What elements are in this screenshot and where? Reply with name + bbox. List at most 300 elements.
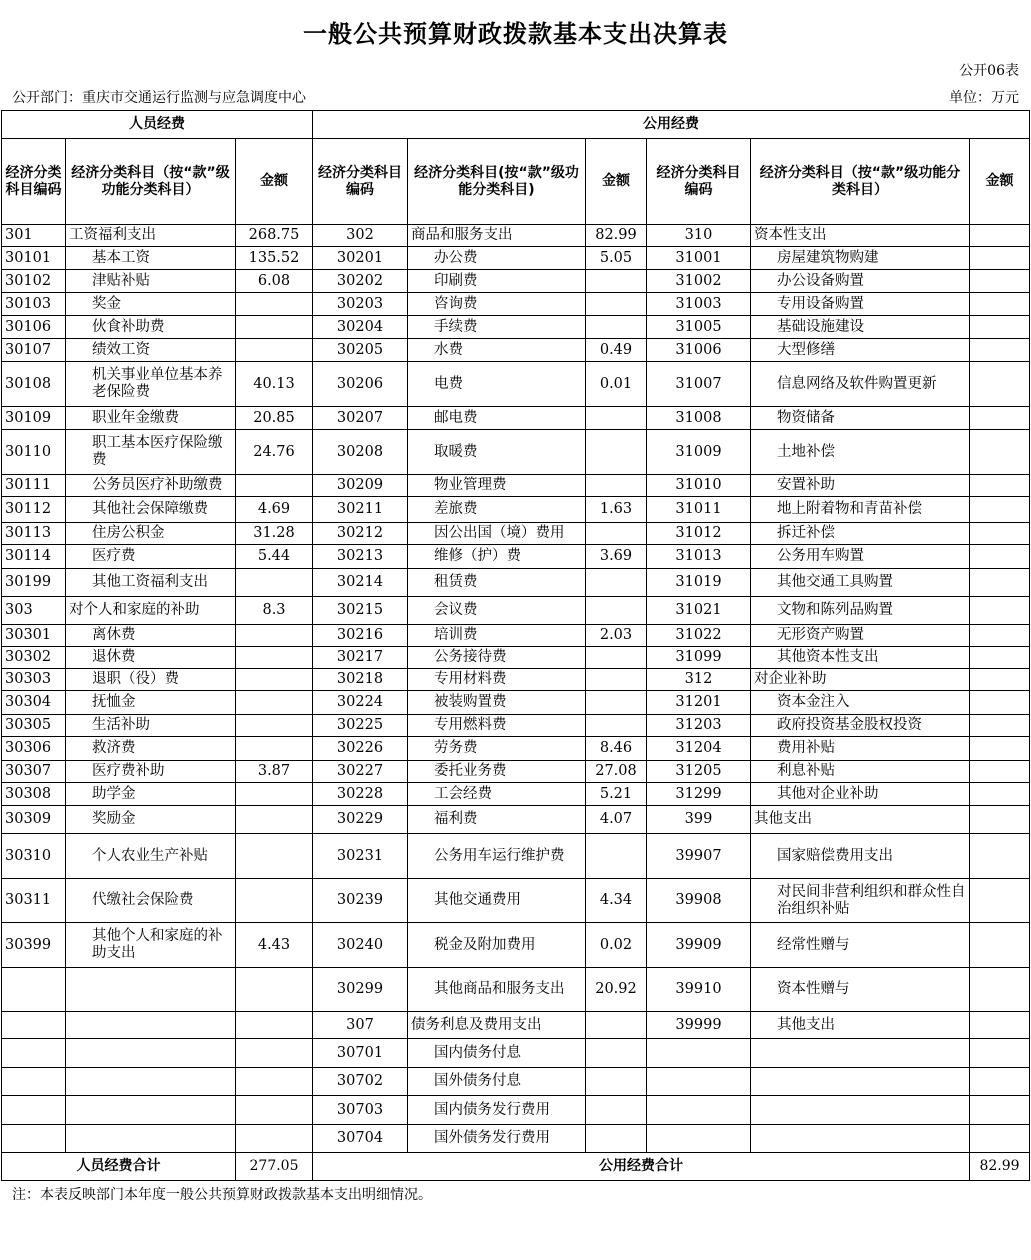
cell-code-capital: 31007 <box>647 362 751 407</box>
cell-name-capital: 办公设备购置 <box>751 270 970 293</box>
cell-amount-capital <box>970 761 1030 783</box>
cell-name-capital: 拆迁补偿 <box>751 523 970 545</box>
cell-code-capital <box>647 1096 751 1125</box>
cell-amount-personnel <box>236 1012 313 1039</box>
cell-code-goods: 30229 <box>313 806 408 834</box>
cell-amount-capital <box>970 225 1030 247</box>
cell-code-goods: 30228 <box>313 783 408 806</box>
table-row <box>2 1068 1030 1096</box>
cell-name-goods: 物业管理费 <box>408 475 586 497</box>
cell-name-goods: 商品和服务支出 <box>408 225 586 247</box>
cell-amount-capital <box>970 270 1030 293</box>
cell-amount-capital <box>970 339 1030 362</box>
cell-code-personnel: 30309 <box>2 806 66 834</box>
cell-code-capital: 31019 <box>647 569 751 597</box>
cell-amount-goods: 82.99 <box>586 225 647 247</box>
section-header-row <box>2 111 1030 139</box>
cell-amount-personnel <box>236 968 313 1012</box>
cell-amount-personnel <box>236 715 313 737</box>
cell-code-personnel <box>2 1068 66 1096</box>
column-header-row <box>2 139 1030 225</box>
header-code-capital: 经济分类科目编码 <box>647 139 751 225</box>
cell-name-personnel <box>66 1039 236 1068</box>
cell-name-personnel: 职工基本医疗保险缴费 <box>66 430 236 475</box>
cell-amount-goods: 5.21 <box>586 783 647 806</box>
cell-code-capital: 39910 <box>647 968 751 1012</box>
cell-code-capital: 31204 <box>647 737 751 761</box>
cell-amount-personnel: 5.44 <box>236 545 313 569</box>
cell-amount-goods <box>586 293 647 316</box>
cell-code-capital <box>647 1068 751 1096</box>
cell-amount-personnel <box>236 1096 313 1125</box>
cell-amount-personnel <box>236 1039 313 1068</box>
table-row <box>2 293 1030 316</box>
cell-name-personnel: 个人农业生产补贴 <box>66 834 236 879</box>
cell-code-capital: 39909 <box>647 923 751 968</box>
cell-amount-goods <box>586 316 647 339</box>
cell-name-capital <box>751 1039 970 1068</box>
cell-code-goods: 30299 <box>313 968 408 1012</box>
cell-amount-goods <box>586 1096 647 1125</box>
cell-name-goods: 邮电费 <box>408 407 586 430</box>
cell-code-goods: 30218 <box>313 669 408 691</box>
cell-amount-goods <box>586 647 647 669</box>
cell-amount-goods: 3.69 <box>586 545 647 569</box>
cell-amount-capital <box>970 625 1030 647</box>
cell-name-capital <box>751 1096 970 1125</box>
table-row <box>2 715 1030 737</box>
cell-code-goods: 30702 <box>313 1068 408 1096</box>
cell-code-personnel: 30114 <box>2 545 66 569</box>
table-row <box>2 545 1030 569</box>
cell-amount-goods <box>586 597 647 625</box>
cell-amount-capital <box>970 545 1030 569</box>
cell-code-goods: 30204 <box>313 316 408 339</box>
personnel-total-label: 人员经费合计 <box>2 1153 236 1181</box>
cell-name-personnel: 离休费 <box>66 625 236 647</box>
cell-code-personnel: 30109 <box>2 407 66 430</box>
cell-amount-capital <box>970 806 1030 834</box>
cell-amount-capital <box>970 923 1030 968</box>
cell-amount-personnel <box>236 647 313 669</box>
cell-code-personnel: 301 <box>2 225 66 247</box>
cell-name-personnel: 抚恤金 <box>66 691 236 715</box>
cell-amount-capital <box>970 647 1030 669</box>
cell-code-personnel: 30107 <box>2 339 66 362</box>
cell-amount-goods: 20.92 <box>586 968 647 1012</box>
table-row <box>2 647 1030 669</box>
cell-name-capital: 物资储备 <box>751 407 970 430</box>
table-row <box>2 430 1030 475</box>
cell-name-personnel: 对个人和家庭的补助 <box>66 597 236 625</box>
cell-code-goods: 30206 <box>313 362 408 407</box>
cell-name-goods: 咨询费 <box>408 293 586 316</box>
cell-name-personnel: 住房公积金 <box>66 523 236 545</box>
cell-name-goods: 培训费 <box>408 625 586 647</box>
cell-name-personnel: 其他社会保障缴费 <box>66 497 236 523</box>
cell-amount-capital <box>970 247 1030 270</box>
cell-name-capital: 资本性赠与 <box>751 968 970 1012</box>
table-row <box>2 362 1030 407</box>
cell-code-capital: 31006 <box>647 339 751 362</box>
cell-code-personnel: 30111 <box>2 475 66 497</box>
cell-code-goods: 30240 <box>313 923 408 968</box>
cell-amount-personnel <box>236 625 313 647</box>
cell-code-goods: 30201 <box>313 247 408 270</box>
cell-amount-goods <box>586 691 647 715</box>
cell-name-personnel: 绩效工资 <box>66 339 236 362</box>
cell-code-capital <box>647 1125 751 1153</box>
cell-amount-goods <box>586 1125 647 1153</box>
cell-amount-capital <box>970 569 1030 597</box>
cell-code-personnel: 30311 <box>2 879 66 923</box>
header-code-personnel: 经济分类科目编码 <box>2 139 66 225</box>
cell-code-personnel: 30307 <box>2 761 66 783</box>
table-row <box>2 1039 1030 1068</box>
table-row <box>2 1096 1030 1125</box>
cell-amount-capital <box>970 691 1030 715</box>
cell-amount-capital <box>970 669 1030 691</box>
cell-code-capital: 31299 <box>647 783 751 806</box>
cell-name-goods: 会议费 <box>408 597 586 625</box>
cell-code-personnel <box>2 968 66 1012</box>
header-name-personnel: 经济分类科目（按“款”级功能分类科目） <box>66 139 236 225</box>
cell-amount-goods: 1.63 <box>586 497 647 523</box>
cell-name-capital: 地上附着物和青苗补偿 <box>751 497 970 523</box>
cell-code-capital: 31013 <box>647 545 751 569</box>
cell-amount-personnel <box>236 569 313 597</box>
table-row <box>2 497 1030 523</box>
cell-code-capital: 31008 <box>647 407 751 430</box>
cell-name-personnel: 基本工资 <box>66 247 236 270</box>
cell-amount-personnel <box>236 783 313 806</box>
cell-name-goods: 国内债务付息 <box>408 1039 586 1068</box>
cell-amount-capital <box>970 1039 1030 1068</box>
cell-code-capital: 31201 <box>647 691 751 715</box>
cell-amount-goods <box>586 715 647 737</box>
cell-code-personnel <box>2 1012 66 1039</box>
cell-name-goods: 委托业务费 <box>408 761 586 783</box>
cell-name-capital: 资本金注入 <box>751 691 970 715</box>
totals-row <box>2 1153 1030 1181</box>
cell-code-goods: 30231 <box>313 834 408 879</box>
cell-amount-personnel: 4.43 <box>236 923 313 968</box>
cell-code-personnel <box>2 1125 66 1153</box>
table-row <box>2 761 1030 783</box>
cell-code-personnel <box>2 1096 66 1125</box>
cell-amount-capital <box>970 783 1030 806</box>
cell-name-goods: 电费 <box>408 362 586 407</box>
header-amount-goods: 金额 <box>586 139 647 225</box>
cell-amount-personnel: 135.52 <box>236 247 313 270</box>
cell-amount-personnel: 6.08 <box>236 270 313 293</box>
cell-code-personnel: 30108 <box>2 362 66 407</box>
cell-code-capital: 31002 <box>647 270 751 293</box>
personnel-total-value: 277.05 <box>236 1153 313 1181</box>
cell-name-personnel: 救济费 <box>66 737 236 761</box>
cell-name-personnel: 伙食补助费 <box>66 316 236 339</box>
cell-amount-personnel <box>236 1068 313 1096</box>
cell-code-capital: 31205 <box>647 761 751 783</box>
cell-name-capital: 文物和陈列品购置 <box>751 597 970 625</box>
cell-amount-goods: 5.05 <box>586 247 647 270</box>
table-row <box>2 339 1030 362</box>
table-row <box>2 1125 1030 1153</box>
cell-code-goods: 30212 <box>313 523 408 545</box>
cell-code-goods: 30211 <box>313 497 408 523</box>
cell-name-capital: 信息网络及软件购置更新 <box>751 362 970 407</box>
cell-amount-personnel <box>236 879 313 923</box>
cell-code-capital: 39999 <box>647 1012 751 1039</box>
cell-amount-goods: 8.46 <box>586 737 647 761</box>
cell-name-goods: 取暖费 <box>408 430 586 475</box>
cell-amount-personnel: 31.28 <box>236 523 313 545</box>
cell-name-capital: 基础设施建设 <box>751 316 970 339</box>
cell-name-goods: 专用燃料费 <box>408 715 586 737</box>
table-row <box>2 225 1030 247</box>
cell-name-personnel: 工资福利支出 <box>66 225 236 247</box>
cell-amount-capital <box>970 475 1030 497</box>
cell-amount-personnel <box>236 1125 313 1153</box>
cell-code-personnel: 30301 <box>2 625 66 647</box>
cell-code-goods: 30217 <box>313 647 408 669</box>
section-personnel: 人员经费 <box>2 111 313 139</box>
cell-name-goods: 劳务费 <box>408 737 586 761</box>
table-row <box>2 625 1030 647</box>
cell-name-goods: 其他商品和服务支出 <box>408 968 586 1012</box>
cell-amount-personnel: 8.3 <box>236 597 313 625</box>
cell-code-capital: 39907 <box>647 834 751 879</box>
cell-amount-personnel: 268.75 <box>236 225 313 247</box>
cell-amount-capital <box>970 430 1030 475</box>
table-row <box>2 968 1030 1012</box>
cell-amount-personnel <box>236 475 313 497</box>
cell-code-goods: 30704 <box>313 1125 408 1153</box>
cell-name-personnel: 医疗费补助 <box>66 761 236 783</box>
cell-name-capital: 对民间非营利组织和群众性自治组织补贴 <box>751 879 970 923</box>
expenditure-table <box>1 110 1030 1181</box>
table-row <box>2 879 1030 923</box>
cell-name-personnel: 助学金 <box>66 783 236 806</box>
cell-name-capital: 对企业补助 <box>751 669 970 691</box>
table-row <box>2 523 1030 545</box>
cell-name-personnel: 退职（役）费 <box>66 669 236 691</box>
table-row <box>2 669 1030 691</box>
cell-name-personnel: 机关事业单位基本养老保险费 <box>66 362 236 407</box>
cell-code-goods: 30216 <box>313 625 408 647</box>
unit-label: 单位：万元 <box>949 90 1019 106</box>
cell-code-personnel: 30103 <box>2 293 66 316</box>
cell-amount-capital <box>970 497 1030 523</box>
cell-name-personnel: 其他工资福利支出 <box>66 569 236 597</box>
form-number: 公开06表 <box>959 63 1019 79</box>
cell-name-personnel: 奖金 <box>66 293 236 316</box>
cell-amount-capital <box>970 316 1030 339</box>
cell-code-personnel: 30101 <box>2 247 66 270</box>
cell-name-goods: 工会经费 <box>408 783 586 806</box>
table-row <box>2 569 1030 597</box>
cell-amount-personnel <box>236 316 313 339</box>
cell-code-capital: 31010 <box>647 475 751 497</box>
table-row <box>2 834 1030 879</box>
cell-name-goods: 公务接待费 <box>408 647 586 669</box>
cell-name-goods: 其他交通费用 <box>408 879 586 923</box>
table-row <box>2 475 1030 497</box>
table-row <box>2 270 1030 293</box>
header-amount-personnel: 金额 <box>236 139 313 225</box>
cell-code-goods: 30239 <box>313 879 408 923</box>
section-public: 公用经费 <box>313 111 1030 139</box>
cell-code-capital: 31003 <box>647 293 751 316</box>
cell-name-capital: 安置补助 <box>751 475 970 497</box>
cell-name-personnel: 生活补助 <box>66 715 236 737</box>
cell-code-personnel: 30106 <box>2 316 66 339</box>
cell-name-personnel <box>66 1096 236 1125</box>
cell-name-capital: 其他支出 <box>751 806 970 834</box>
cell-name-goods: 福利费 <box>408 806 586 834</box>
cell-amount-goods: 0.02 <box>586 923 647 968</box>
cell-code-goods: 30208 <box>313 430 408 475</box>
cell-name-goods: 税金及附加费用 <box>408 923 586 968</box>
cell-name-goods: 公务用车运行维护费 <box>408 834 586 879</box>
cell-name-capital: 国家赔偿费用支出 <box>751 834 970 879</box>
cell-amount-goods <box>586 1039 647 1068</box>
cell-amount-personnel <box>236 806 313 834</box>
table-row <box>2 1012 1030 1039</box>
cell-code-goods: 30226 <box>313 737 408 761</box>
cell-code-goods: 30207 <box>313 407 408 430</box>
cell-code-personnel: 30305 <box>2 715 66 737</box>
table-row <box>2 737 1030 761</box>
cell-code-goods: 30215 <box>313 597 408 625</box>
cell-name-personnel: 津贴补贴 <box>66 270 236 293</box>
cell-name-goods: 租赁费 <box>408 569 586 597</box>
cell-name-capital: 资本性支出 <box>751 225 970 247</box>
cell-amount-capital <box>970 362 1030 407</box>
cell-code-personnel: 30199 <box>2 569 66 597</box>
cell-amount-personnel: 20.85 <box>236 407 313 430</box>
cell-code-personnel: 30102 <box>2 270 66 293</box>
cell-name-goods: 差旅费 <box>408 497 586 523</box>
cell-code-capital: 31099 <box>647 647 751 669</box>
cell-code-goods: 30205 <box>313 339 408 362</box>
cell-name-goods: 国外债务发行费用 <box>408 1125 586 1153</box>
cell-amount-goods <box>586 1012 647 1039</box>
cell-name-capital <box>751 1068 970 1096</box>
cell-name-personnel <box>66 1068 236 1096</box>
cell-name-personnel <box>66 968 236 1012</box>
cell-amount-capital <box>970 737 1030 761</box>
cell-amount-capital <box>970 407 1030 430</box>
cell-amount-capital <box>970 879 1030 923</box>
cell-amount-capital <box>970 834 1030 879</box>
cell-code-goods: 30701 <box>313 1039 408 1068</box>
cell-name-capital: 其他资本性支出 <box>751 647 970 669</box>
cell-code-personnel: 30110 <box>2 430 66 475</box>
table-row <box>2 247 1030 270</box>
cell-code-personnel: 30399 <box>2 923 66 968</box>
table-row <box>2 691 1030 715</box>
cell-amount-capital <box>970 1125 1030 1153</box>
cell-code-personnel <box>2 1039 66 1068</box>
cell-code-capital <box>647 1039 751 1068</box>
cell-code-capital: 31022 <box>647 625 751 647</box>
cell-amount-capital <box>970 968 1030 1012</box>
cell-amount-capital <box>970 597 1030 625</box>
cell-code-capital: 312 <box>647 669 751 691</box>
cell-amount-personnel: 3.87 <box>236 761 313 783</box>
cell-name-capital: 专用设备购置 <box>751 293 970 316</box>
cell-code-goods: 30202 <box>313 270 408 293</box>
cell-name-goods: 手续费 <box>408 316 586 339</box>
cell-amount-capital <box>970 523 1030 545</box>
cell-code-goods: 30213 <box>313 545 408 569</box>
cell-code-goods: 30225 <box>313 715 408 737</box>
cell-amount-goods: 2.03 <box>586 625 647 647</box>
cell-name-personnel <box>66 1012 236 1039</box>
cell-name-personnel <box>66 1125 236 1153</box>
cell-code-capital: 31012 <box>647 523 751 545</box>
cell-name-capital: 公务用车购置 <box>751 545 970 569</box>
report-title: 一般公共预算财政拨款基本支出决算表 <box>303 20 728 48</box>
cell-amount-capital <box>970 293 1030 316</box>
department-label: 公开部门：重庆市交通运行监测与应急调度中心 <box>12 90 306 106</box>
header-name-capital: 经济分类科目（按“款”级功能分类科目） <box>751 139 970 225</box>
cell-code-goods: 30209 <box>313 475 408 497</box>
cell-code-personnel: 30113 <box>2 523 66 545</box>
cell-code-capital: 31021 <box>647 597 751 625</box>
table-row <box>2 316 1030 339</box>
cell-name-personnel: 代缴社会保险费 <box>66 879 236 923</box>
cell-name-capital: 大型修缮 <box>751 339 970 362</box>
cell-amount-personnel <box>236 339 313 362</box>
cell-amount-personnel <box>236 669 313 691</box>
cell-name-goods: 办公费 <box>408 247 586 270</box>
cell-amount-goods: 0.49 <box>586 339 647 362</box>
header-amount-capital: 金额 <box>970 139 1030 225</box>
table-row <box>2 923 1030 968</box>
cell-amount-goods <box>586 669 647 691</box>
cell-name-capital: 无形资产购置 <box>751 625 970 647</box>
cell-amount-goods <box>586 270 647 293</box>
cell-code-goods: 30214 <box>313 569 408 597</box>
header-name-goods: 经济分类科目(按“款”级功能分类科目) <box>408 139 586 225</box>
cell-amount-capital <box>970 715 1030 737</box>
cell-amount-personnel: 4.69 <box>236 497 313 523</box>
cell-name-goods: 专用材料费 <box>408 669 586 691</box>
cell-name-goods: 印刷费 <box>408 270 586 293</box>
cell-code-personnel: 303 <box>2 597 66 625</box>
cell-amount-capital <box>970 1068 1030 1096</box>
cell-name-capital: 政府投资基金股权投资 <box>751 715 970 737</box>
cell-name-capital: 费用补贴 <box>751 737 970 761</box>
cell-code-personnel: 30303 <box>2 669 66 691</box>
cell-code-capital: 399 <box>647 806 751 834</box>
cell-amount-goods <box>586 569 647 597</box>
cell-code-capital: 31011 <box>647 497 751 523</box>
cell-code-personnel: 30310 <box>2 834 66 879</box>
cell-name-capital: 利息补贴 <box>751 761 970 783</box>
cell-amount-capital <box>970 1012 1030 1039</box>
cell-code-capital: 39908 <box>647 879 751 923</box>
cell-amount-personnel <box>236 834 313 879</box>
cell-amount-goods <box>586 1068 647 1096</box>
cell-code-capital: 31001 <box>647 247 751 270</box>
cell-amount-goods: 4.34 <box>586 879 647 923</box>
cell-name-goods: 维修（护）费 <box>408 545 586 569</box>
cell-code-capital: 31203 <box>647 715 751 737</box>
cell-code-capital: 31009 <box>647 430 751 475</box>
